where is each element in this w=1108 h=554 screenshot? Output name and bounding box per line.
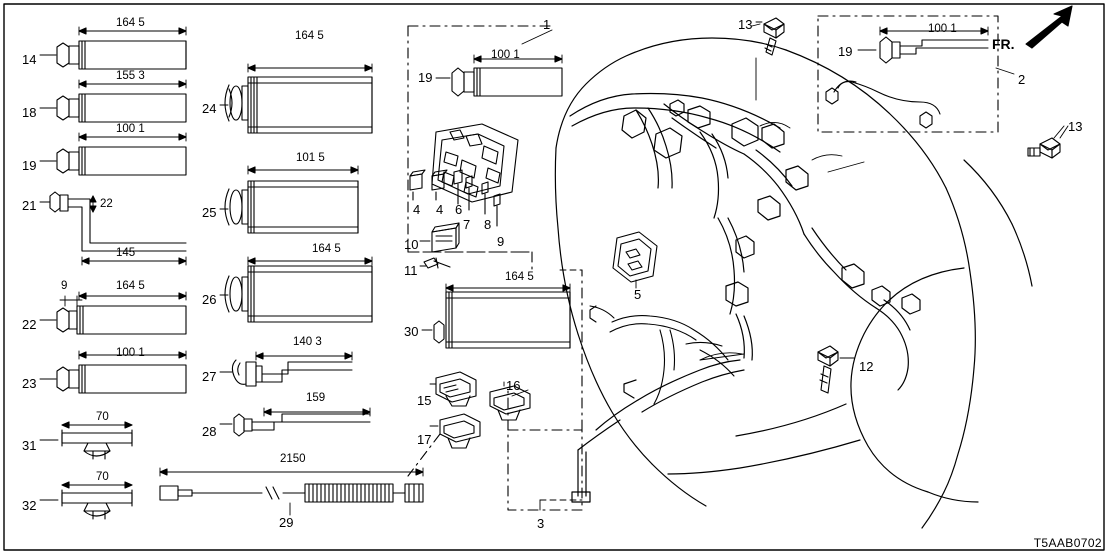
part-10 (420, 223, 459, 252)
part-14 (40, 27, 186, 69)
callout-9: 9 (497, 234, 505, 249)
dimension-21-length: 145 (116, 247, 136, 259)
callout-5: 5 (634, 287, 642, 302)
dimension-24: 164 5 (295, 30, 324, 42)
part-13-right (1028, 126, 1068, 158)
part-17 (430, 414, 480, 448)
part-29 (160, 468, 423, 515)
part-5 (613, 232, 657, 288)
dimension-25: 101 5 (296, 152, 325, 164)
part-21 (40, 192, 186, 265)
callout-13-right: 13 (1068, 119, 1083, 134)
vehicle-body-outline (555, 38, 1032, 528)
dimension-28: 159 (306, 392, 326, 404)
callout-26: 26 (202, 292, 217, 307)
callout-14: 14 (22, 52, 37, 67)
callout-15: 15 (417, 393, 432, 408)
part-31 (40, 422, 132, 459)
part-32 (40, 482, 132, 519)
callout-10: 10 (404, 237, 419, 252)
callout-17: 17 (417, 432, 432, 447)
part-28 (220, 408, 370, 436)
dimension-32: 70 (96, 471, 109, 483)
part-22 (40, 292, 186, 334)
front-direction-label: FR. (992, 36, 1015, 52)
callout-8: 8 (484, 217, 492, 232)
callout-19-left: 19 (22, 158, 37, 173)
dimension-19-left: 100 1 (116, 123, 145, 135)
part-19-left (40, 133, 186, 175)
dimension-29: 2150 (280, 453, 306, 465)
callout-11: 11 (404, 263, 418, 278)
dimension-31: 70 (96, 411, 109, 423)
dimension-22-small: 9 (61, 280, 68, 292)
callout-2: 2 (1018, 72, 1026, 87)
callout-22: 22 (22, 317, 37, 332)
callout-24: 24 (202, 101, 217, 116)
callout-18: 18 (22, 105, 37, 120)
callout-25: 25 (202, 205, 217, 220)
callout-29: 29 (279, 515, 294, 530)
callout-23: 23 (22, 376, 37, 391)
callout-31: 31 (22, 438, 37, 453)
part-18 (40, 80, 186, 122)
callout-19-center: 19 (418, 70, 433, 85)
callout-27: 27 (202, 369, 217, 384)
dimension-18: 155 3 (116, 70, 145, 82)
part-26 (220, 257, 372, 322)
callout-13-top: 13 (738, 17, 753, 32)
part-19-right (826, 27, 988, 128)
dimension-19-center: 100 1 (491, 49, 520, 61)
callout-7: 7 (463, 217, 471, 232)
callout-32: 32 (22, 498, 37, 513)
part-15 (430, 372, 476, 406)
callout-16: 16 (506, 378, 521, 393)
dimension-19-right: 100 1 (928, 23, 957, 35)
dimension-23: 100 1 (116, 347, 145, 359)
dimension-26: 164 5 (312, 243, 341, 255)
callout-21: 21 (22, 198, 37, 213)
part-13-top (756, 18, 784, 55)
callout-4b: 4 (436, 202, 444, 217)
callout-1: 1 (543, 17, 551, 32)
dimension-27: 140 3 (293, 336, 322, 348)
harness-assembly-1 (570, 94, 920, 503)
callout-12: 12 (859, 359, 874, 374)
callout-19-right: 19 (838, 44, 853, 59)
part-27 (220, 352, 352, 386)
part-25 (220, 166, 358, 233)
part-24 (220, 64, 372, 133)
dimension-21-height: 22 (100, 198, 113, 210)
part-30 (422, 284, 570, 348)
part-12 (818, 346, 854, 393)
dimension-22: 164 5 (116, 280, 145, 292)
callout-4a: 4 (413, 202, 421, 217)
part-23 (40, 351, 186, 393)
fuse-relay-block (410, 124, 518, 226)
drawing-part-number: T5AAB0702 (1033, 536, 1102, 550)
dimension-30: 164 5 (505, 271, 534, 283)
front-direction-arrow (1026, 6, 1072, 48)
callout-6: 6 (455, 202, 463, 217)
part-11 (420, 258, 450, 268)
callout-30: 30 (404, 324, 419, 339)
callout-28: 28 (202, 424, 217, 439)
dimension-14: 164 5 (116, 17, 145, 29)
callout-3: 3 (537, 516, 545, 531)
